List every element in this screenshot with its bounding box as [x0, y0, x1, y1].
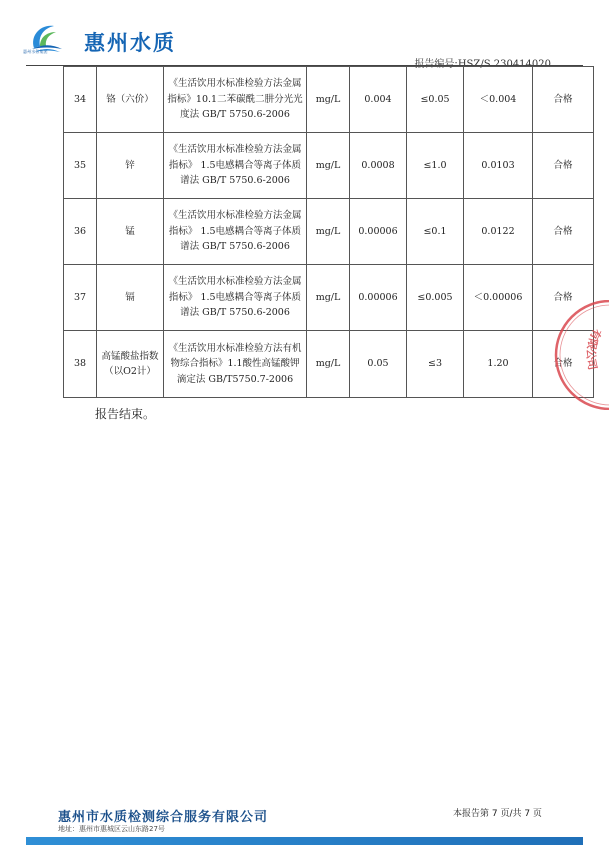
- cell-standard: ≤0.1: [407, 199, 464, 265]
- cell-item: 镉: [97, 265, 164, 331]
- cell-judgement: 合格: [533, 199, 594, 265]
- report-end-note: 报告结束。: [95, 407, 156, 421]
- page-indicator: 本报告第 7 页/共 7 页: [453, 809, 542, 819]
- cell-method: 《生活饮用水标准检验方法金属指标》 1.5电感耦合等离子体质谱法 GB/T 5750.6-2006: [164, 199, 307, 265]
- cell-unit: mg/L: [307, 199, 350, 265]
- table-row: [64, 133, 594, 199]
- cell-detection-limit: 0.05: [350, 331, 407, 398]
- cell-standard: ≤1.0: [407, 133, 464, 199]
- cell-standard: ≤0.05: [407, 67, 464, 133]
- report-number-value: HSZ/S 230414020: [457, 59, 551, 70]
- cell-detection-limit: 0.00006: [350, 265, 407, 331]
- cell-item: 高锰酸盐指数（以O2计）: [97, 331, 164, 398]
- table-row: [64, 199, 594, 265]
- cell-item: 锌: [97, 133, 164, 199]
- cell-unit: mg/L: [307, 133, 350, 199]
- cell-standard: ≤3: [407, 331, 464, 398]
- cell-judgement: 合格: [533, 133, 594, 199]
- cell-no: 36: [64, 199, 97, 265]
- cell-item: 锰: [97, 199, 164, 265]
- cell-unit: mg/L: [307, 265, 350, 331]
- cell-no: 38: [64, 331, 97, 398]
- cell-result: 0.0103: [464, 133, 533, 199]
- footer-bar: [26, 837, 583, 845]
- logo-subtitle: 惠州水务集团: [23, 49, 48, 54]
- brand-title: 惠州水质: [84, 31, 176, 55]
- cell-method: 《生活饮用水标准检验方法金属指标》 1.5电感耦合等离子体质谱法 GB/T 5750.6-2006: [164, 133, 307, 199]
- cell-judgement: 合格: [533, 265, 594, 331]
- footer-company-name: 惠州市水质检测综合服务有限公司: [58, 810, 269, 825]
- cell-unit: mg/L: [307, 331, 350, 398]
- cell-judgement: 合格: [533, 67, 594, 133]
- table-row: [64, 265, 594, 331]
- cell-result: 1.20: [464, 331, 533, 398]
- cell-method: 《生活饮用水标准检验方法金属指标》 1.5电感耦合等离子体质谱法 GB/T 5750.6-2006: [164, 265, 307, 331]
- cell-result: ＜0.00006: [464, 265, 533, 331]
- cell-unit: mg/L: [307, 67, 350, 133]
- cell-result: ＜0.004: [464, 67, 533, 133]
- cell-detection-limit: 0.00006: [350, 199, 407, 265]
- cell-standard: ≤0.005: [407, 265, 464, 331]
- cell-detection-limit: 0.004: [350, 67, 407, 133]
- results-table: [63, 66, 594, 398]
- cell-detection-limit: 0.0008: [350, 133, 407, 199]
- cell-item: 铬（六价）: [97, 67, 164, 133]
- footer-address: 地址：惠州市惠城区云山东路27号: [58, 825, 165, 833]
- seal-text: 有限公司: [584, 326, 604, 372]
- table-row: [64, 331, 594, 398]
- cell-no: 34: [64, 67, 97, 133]
- company-seal-icon: [540, 300, 609, 410]
- cell-no: 35: [64, 133, 97, 199]
- svg-text:有限公司: [584, 327, 604, 372]
- cell-result: 0.0122: [464, 199, 533, 265]
- cell-method: 《生活饮用水标准检验方法金属指标》10.1二苯碳酰二肼分光光度法 GB/T 5750.6-2006: [164, 67, 307, 133]
- cell-no: 37: [64, 265, 97, 331]
- cell-method: 《生活饮用水标准检验方法有机物综合指标》1.1酸性高锰酸钾滴定法 GB/T5750.7-2006: [164, 331, 307, 398]
- cell-judgement: 合格: [533, 331, 594, 398]
- report-number-label: 报告编号:: [414, 59, 458, 70]
- table-row: [64, 67, 594, 133]
